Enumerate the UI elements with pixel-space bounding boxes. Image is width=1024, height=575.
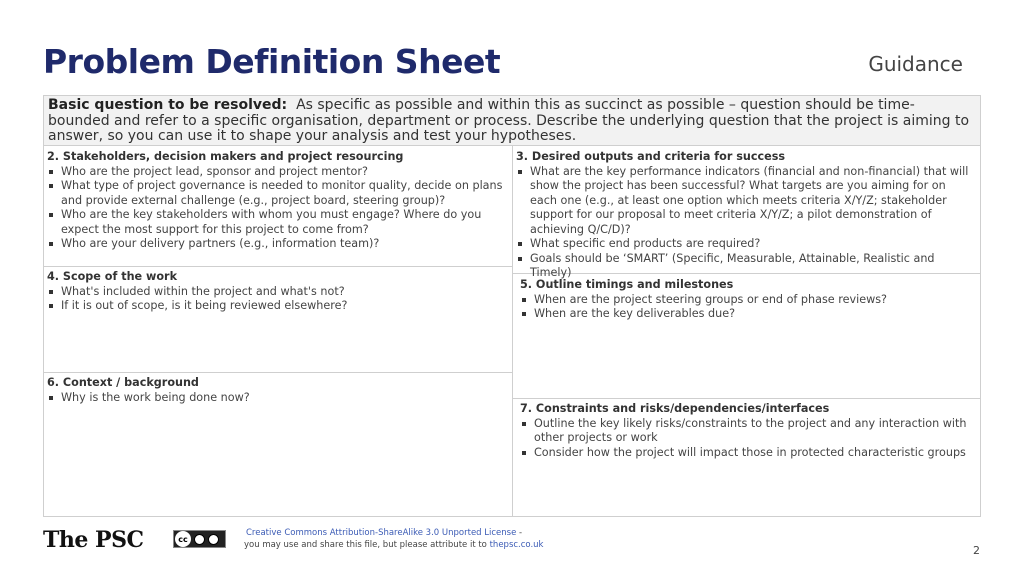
page-title: Problem Definition Sheet	[43, 42, 501, 81]
list-item: Who are the key stakeholders with whom you must engage? Where do you expect the most support for this project to come from?	[47, 208, 507, 237]
section-timings[interactable]	[520, 278, 976, 322]
psc-logo: The PSC	[43, 527, 144, 553]
row-divider-right-2	[513, 398, 980, 399]
row-divider-left-2	[44, 372, 512, 373]
list-item: What specific end products are required?	[516, 237, 976, 252]
list-item: What type of project governance is needed to monitor quality, decide on plans and provide external challenge (e.g., project board, steering group)?	[47, 179, 507, 208]
share-alike-icon	[208, 534, 219, 545]
list-item: Outline the key likely risks/constraints to the project and any interaction with other projects or work	[520, 417, 976, 446]
cc-icon: cc	[175, 531, 191, 547]
license-line	[246, 528, 522, 538]
list-item: Who are your delivery partners (e.g., information team)?	[47, 237, 507, 252]
basic-question-box[interactable]	[44, 96, 980, 146]
license-dash: -	[519, 528, 523, 538]
attribution-icon	[194, 534, 205, 545]
section-title: 3. Desired outputs and criteria for success	[516, 150, 786, 163]
list-item: Goals should be ‘SMART’ (Specific, Measurable, Attainable, Realistic and Timely)	[516, 252, 976, 281]
section-stakeholders[interactable]	[47, 150, 507, 252]
list-item: If it is out of scope, is it being reviewed elsewhere?	[47, 299, 507, 314]
list-item: Why is the work being done now?	[47, 391, 507, 406]
section-title: 6. Context / background	[47, 376, 199, 389]
section-context[interactable]	[47, 376, 507, 405]
license-link[interactable]: Creative Commons Attribution-ShareAlike 3.0 Unported License	[246, 528, 517, 538]
guidance-label: Guidance	[868, 52, 963, 76]
problem-definition-table	[43, 95, 981, 517]
column-divider	[512, 146, 513, 517]
list-item: Consider how the project will impact those in protected characteristic groups	[520, 446, 976, 461]
basic-question-label: Basic question to be resolved:	[48, 97, 288, 113]
list-item: What are the key performance indicators (financial and non-financial) that will show the project has been successful? What targets are you aiming for on each one (e.g., at least one option which meets criteria X/Y/Z; stakeholder support for our proposal to meet criteria X/Y/Z; a pilot demonstration of achieving Q/C/D)?	[516, 165, 976, 238]
section-constraints[interactable]	[520, 402, 976, 460]
row-divider-left-1	[44, 266, 512, 267]
section-scope[interactable]	[47, 270, 507, 314]
basic-question-text: As specific as possible and within this as succinct as possible – question should be time-bounded and refer to a specific organisation, department or process. Describe the underlying question that the project is aiming to answer, so you can use it to shape your analysis and test your hypotheses.	[48, 97, 970, 144]
cc-license-icon[interactable]	[173, 530, 226, 548]
section-title: 2. Stakeholders, decision makers and project resourcing	[47, 150, 404, 163]
section-title: 5. Outline timings and milestones	[520, 278, 734, 291]
list-item: When are the project steering groups or end of phase reviews?	[520, 293, 976, 308]
list-item: When are the key deliverables due?	[520, 307, 976, 322]
attribution-link[interactable]: thepsc.co.uk	[489, 540, 544, 550]
page-number: 2	[973, 544, 980, 557]
list-item: Who are the project lead, sponsor and project mentor?	[47, 165, 507, 180]
section-desired-outputs[interactable]	[516, 150, 976, 281]
section-title: 7. Constraints and risks/dependencies/interfaces	[520, 402, 830, 415]
section-title: 4. Scope of the work	[47, 270, 178, 283]
license-subtext	[244, 540, 543, 550]
license-text: you may use and share this file, but please attribute it to	[244, 540, 487, 550]
list-item: What's included within the project and what's not?	[47, 285, 507, 300]
